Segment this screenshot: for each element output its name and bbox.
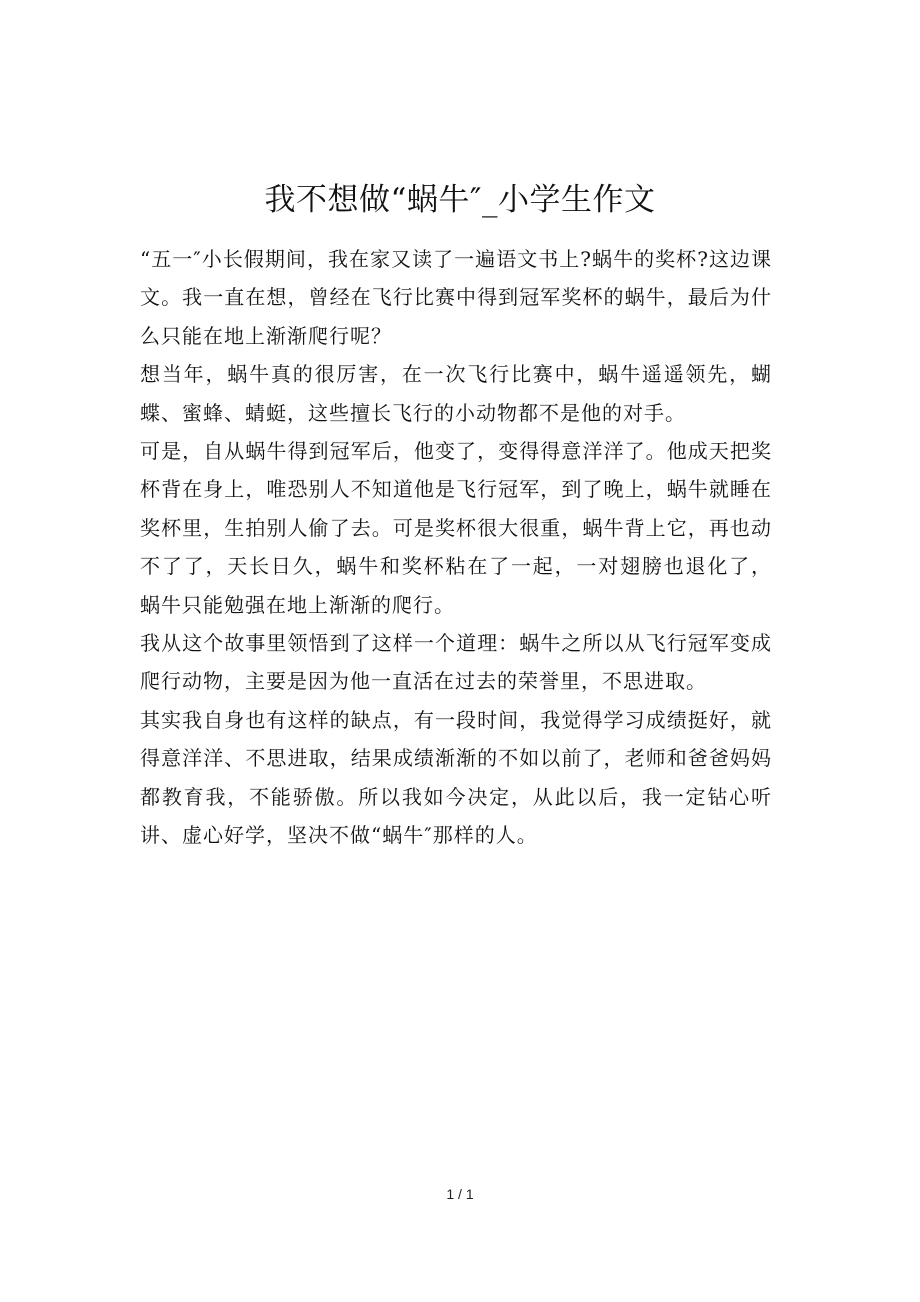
document-body (140, 240, 772, 855)
paragraph: 我从这个故事里领悟到了这样一个道理：蜗牛之所以从飞行冠军变成爬行动物，主要是因为他一直活在过去的荣誉里，不思进取。 (140, 631, 772, 694)
paragraph: 想当年，蜗牛真的很厉害，在一次飞行比赛中，蜗牛遥遥领先，蝴蝶、蜜蜂、蜻蜓，这些擅长飞行的小动物都不是他的对手。 (140, 362, 772, 425)
page-number: 1 / 1 (446, 1186, 474, 1202)
document-title: 我不想做“蜗牛″_小学生作文 (264, 182, 656, 218)
paragraph: “五一″小长假期间，我在家又读了一遍语文书上?蜗牛的奖杯?这边课文。我一直在想，曾经在飞行比赛中得到冠军奖杯的蜗牛，最后为什么只能在地上渐渐爬行呢？ (140, 247, 772, 348)
paragraph: 可是，自从蜗牛得到冠军后，他变了，变得得意洋洋了。他成天把奖杯背在身上，唯恐别人不知道他是飞行冠军，到了晚上，蜗牛就睡在奖杯里，生拍别人偷了去。可是奖杯很大很重，蜗牛背上它，再也动不了了，天长日久，蜗牛和奖杯粘在了一起，一对翅膀也退化了， 蜗牛只能勉强在地上渐渐的爬行。 (140, 439, 772, 617)
paragraph: 其实我自身也有这样的缺点，有一段时间，我觉得学习成绩挺好，就得意洋洋、不思进取，结果成绩渐渐的不如以前了，老师和爸爸妈妈都教育我，不能骄傲。所以我如今决定，从此以后，我一定钻心听讲、虚心好学，坚决不做“蜗牛″那样的人。 (140, 707, 772, 848)
